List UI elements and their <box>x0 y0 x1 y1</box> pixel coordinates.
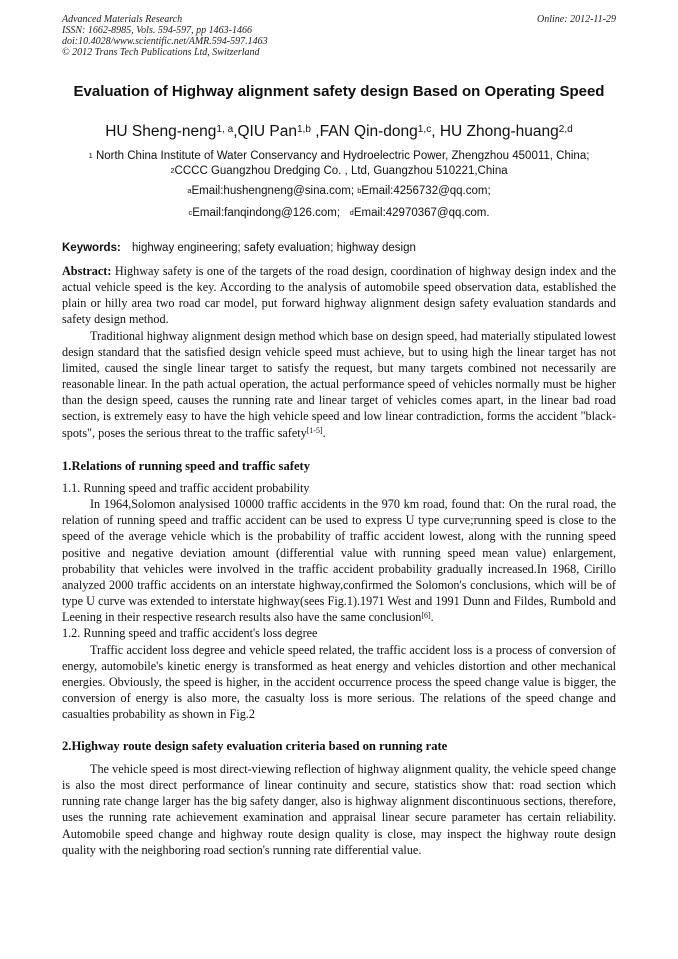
email-a[interactable]: Email:hushengneng@sina.com; <box>191 185 355 197</box>
affiliation-2 <box>62 164 616 179</box>
affiliation-1 <box>62 149 616 164</box>
copyright-line: © 2012 Trans Tech Publications Ltd, Switzerland <box>62 47 260 58</box>
paper-title: Evaluation of Highway alignment safety design Based on Operating Speed <box>73 83 605 100</box>
author-sep: , <box>310 123 320 140</box>
abstract <box>62 263 616 441</box>
author-name: HU Sheng-neng <box>105 123 217 140</box>
keywords <box>62 241 616 256</box>
author-sep: , <box>431 123 440 140</box>
author-name: FAN Qin-dong <box>319 123 418 140</box>
running-header <box>62 14 616 58</box>
section-1-body <box>62 480 616 722</box>
doi-line: doi:10.4028/www.scientific.net/AMR.594-597.1463 <box>62 36 268 47</box>
subsection-1-1-heading: 1.1. Running speed and traffic accident probability <box>62 481 310 495</box>
journal-name: Advanced Materials Research <box>62 14 183 25</box>
affiliation-2-text: CCCC Guangzhou Dredging Co. , Ltd, Guangzhou 510221,China <box>174 165 508 177</box>
author-name: QIU Pan <box>237 123 297 140</box>
email-a-sup: a <box>187 185 192 195</box>
abstract-text-2: Traditional highway alignment design method which base on design speed, had materially stipulated lowest design standard that the satisfied design vehicle speed must achieve, but to using high the linear target has not limited, caused the single linear target to satisfy the request, but many targets combined not necessarily are reasonable linear. In the path actual operation, the actual performance speed of vehicles normally must be higher than the design speed, causes the running rate and linear target of vehicles comes apart, in the linear bad road section, is extremely easy to have the high vehicle speed and low linear contradiction, forms the accident "black-spots", poses the serious threat to the traffic safety <box>62 328 616 440</box>
keywords-text: highway engineering; safety evaluation; highway design <box>132 242 416 254</box>
abstract-text-1: Highway safety is one of the targets of the road design, coordination of highway design index and the actual vehicle speed is the key. According to the analysis of automobile speed observation data, established the plain or hilly area two road car model, put forward highway alignment design safety evaluation standards and safety design method. <box>62 264 617 327</box>
affiliation-1-text: North China Institute of Water Conservancy and Hydroelectric Power, Zhengzhou 450011, China; <box>95 150 590 162</box>
section-2-heading: 2.Highway route design safety evaluation criteria based on running rate <box>62 739 448 753</box>
author-affil-sup: 1,b <box>296 124 311 135</box>
abstract-text-2-end: . <box>322 425 326 440</box>
subsection-1-1-text <box>62 496 616 625</box>
subsection-1-2-text: Traffic accident loss degree and vehicle speed related, the traffic accident loss is a process of conversion of energy, automobile's kinetic energy is transformed as heat energy and vehicles distortion and other mechanical energies. Obviously, the speed is higher, in the accident occurrence process the speed change value is bigger, the conversion of energy is also more, the casualty loss is more serious. The relations of the speed change and casualties probability as shown in Fig.2 <box>62 642 616 722</box>
abstract-label: Abstract: <box>62 264 112 278</box>
keywords-label: Keywords: <box>62 242 121 254</box>
author-name: HU Zhong-huang <box>439 123 559 140</box>
email-line-1 <box>62 184 616 199</box>
author-affil-sup: 1, a <box>216 124 234 135</box>
citation-ref: [6] <box>421 610 431 620</box>
abstract-paragraph-1 <box>62 263 616 328</box>
affiliation-2-sup: 2 <box>170 165 175 175</box>
issn-line: ISSN: 1662-8985, Vols. 594-597, pp 1463-1466 <box>62 25 252 36</box>
email-d[interactable]: Email:42970367@qq.com. <box>353 207 490 219</box>
email-c[interactable]: Email:fanqindong@126.com; <box>192 207 341 219</box>
section-2-text: The vehicle speed is most direct-viewing reflection of highway alignment quality, the vehicle speed change is also the most direct performance of linear continuity and secure, statistics show that: road section which running rate change larger has the big safety danger, also is highway alignment discontinuous sections, therefore, uses the running rate achievement examination and appraisal linear secure parameter has certain reliability. Automobile speed change and highway route design quality is close, may inspect the highway route design quality with the neighboring road section's running rate differential value. <box>62 762 616 857</box>
affiliations <box>62 149 616 179</box>
section-1-heading: 1.Relations of running speed and traffic safety <box>62 459 311 473</box>
affiliation-1-sup: 1 <box>88 150 93 160</box>
author-sep: , <box>233 123 238 140</box>
email-d-sup: d <box>349 207 354 217</box>
section-2-body <box>62 761 616 858</box>
email-b[interactable]: Email:4256732@qq.com; <box>361 185 491 197</box>
subsection-1-1-body: In 1964,Solomon analysised 10000 traffic accidents in the 970 km road, found that: On the rural road, the relation of running speed and traffic accident can be used to express U type curve;running speed is close to the speed of the average vehicle which is the probability of traffic accident lowest, along with the running speed positive and negative deviation amount (differential value with running speed mean value) enlargement, probability that vehicles were involved in the traffic accident probability gradually increased.In 1968, Cirillo analyzed 2000 traffic accidents on an interstate highway,confirmed the Solomon's conclusions, which will be of type U curve was extended to interstate highway(sees Fig.1).1971 West and 1991 Dunn and Fildes, Rumbold and Leening in their respective research results also have the same conclusion <box>62 497 616 625</box>
citation-ref: [1-5] <box>306 425 323 435</box>
abstract-paragraph-2 <box>62 328 616 441</box>
online-date: Online: 2012-11-29 <box>537 14 616 25</box>
email-b-sup: b <box>357 185 362 195</box>
author-affil-sup: 2,d <box>558 124 573 135</box>
email-line-2 <box>62 206 616 221</box>
author-affil-sup: 1,c <box>417 124 432 135</box>
author-list <box>62 122 616 142</box>
email-c-sup: c <box>188 207 193 217</box>
subsection-1-1-end: . <box>430 610 434 625</box>
subsection-1-2-heading: 1.2. Running speed and traffic accident's loss degree <box>62 626 318 641</box>
